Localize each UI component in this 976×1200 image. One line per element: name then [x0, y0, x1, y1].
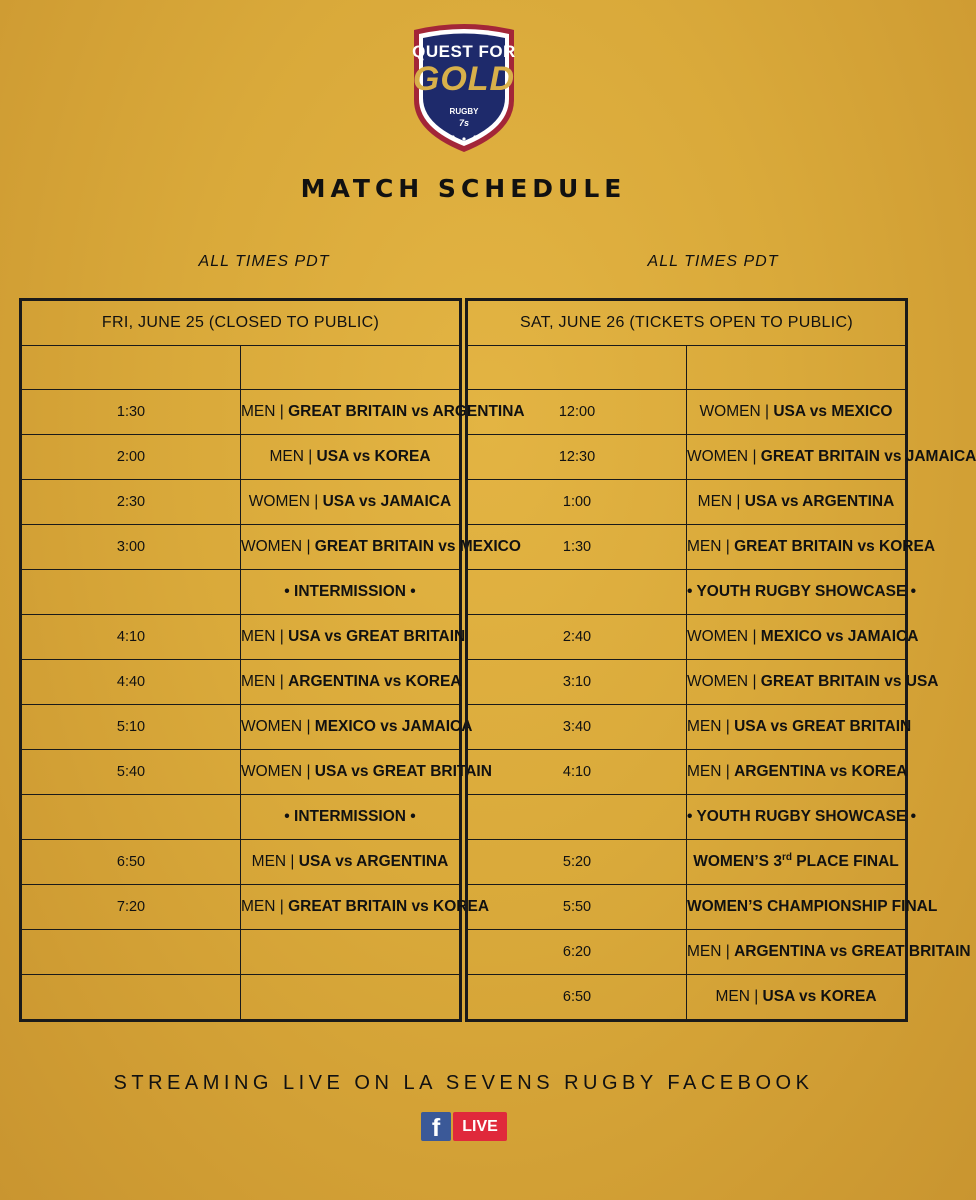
- match-time: 3:00: [22, 525, 241, 570]
- match-cell: [687, 435, 976, 480]
- friday-schedule: [19, 298, 525, 1022]
- match-time: 2:30: [22, 480, 241, 525]
- schedule-row: [22, 705, 460, 750]
- match-time: [22, 795, 241, 840]
- schedule-row: [468, 615, 906, 660]
- match-time: 6:20: [468, 930, 687, 975]
- match-cell: [241, 435, 460, 480]
- match-cell: [687, 705, 912, 750]
- match-teams: GREAT BRITAIN vs KOREA: [734, 538, 936, 555]
- match-cell: [687, 480, 906, 525]
- logo-line-1: QUEST FOR: [412, 42, 516, 61]
- match-time: 7:20: [22, 885, 241, 930]
- schedule-row: [468, 705, 906, 750]
- match-teams: GREAT BRITAIN vs MEXICO: [314, 538, 521, 555]
- match-time: 1:30: [468, 525, 687, 570]
- match-time: 6:50: [22, 840, 241, 885]
- schedule-row: [468, 930, 906, 975]
- match-category: MEN: [269, 448, 304, 465]
- empty-cell: [22, 346, 241, 390]
- schedule-row: [468, 435, 906, 480]
- saturday-schedule: [465, 298, 976, 1022]
- separator: |: [760, 403, 774, 420]
- schedule-row: [468, 795, 906, 840]
- saturday-timezone-label: ALL TIMES PDT: [647, 253, 779, 270]
- schedule-row: [468, 525, 906, 570]
- final-text-post: PLACE FINAL: [791, 853, 899, 871]
- schedule-row: [22, 435, 460, 480]
- match-cell: [241, 525, 521, 570]
- match-cell: [241, 840, 460, 885]
- facebook-icon: f: [421, 1112, 451, 1141]
- schedule-row: [468, 570, 906, 615]
- schedule-row: [22, 750, 460, 795]
- match-time: [22, 570, 241, 615]
- separator: |: [721, 718, 735, 735]
- match-teams: GREAT BRITAIN vs USA: [760, 673, 939, 690]
- schedule-row: [468, 390, 906, 435]
- page-title: MATCH SCHEDULE: [300, 174, 627, 203]
- match-category: WOMEN: [248, 493, 310, 510]
- match-cell: [241, 390, 525, 435]
- match-time: 5:20: [468, 840, 687, 885]
- match-teams: GREAT BRITAIN vs ARGENTINA: [288, 403, 525, 420]
- final-cell: WOMEN’S CHAMPIONSHIP FINAL: [687, 885, 906, 930]
- match-time: [468, 795, 687, 840]
- separator: |: [732, 493, 745, 510]
- schedule-row: [22, 840, 460, 885]
- break-note: • INTERMISSION •: [241, 795, 460, 840]
- quest-for-gold-logo: [408, 22, 520, 154]
- break-note: • YOUTH RUGBY SHOWCASE •: [687, 795, 906, 840]
- friday-schedule-header: FRI, JUNE 25 (CLOSED TO PUBLIC): [22, 301, 460, 346]
- schedule-row: [22, 525, 460, 570]
- schedule-row: [22, 480, 460, 525]
- schedule-row: [22, 660, 460, 705]
- match-cell: [687, 615, 919, 660]
- match-time: 4:10: [22, 615, 241, 660]
- match-time: 6:50: [468, 975, 687, 1020]
- separator: |: [302, 718, 315, 735]
- match-category: MEN: [241, 898, 276, 915]
- match-time: 1:00: [468, 480, 687, 525]
- match-category: WOMEN: [687, 628, 749, 645]
- match-teams: USA vs GREAT BRITAIN: [314, 763, 492, 780]
- separator: |: [302, 538, 315, 555]
- final-cell: [687, 840, 906, 885]
- match-category: MEN: [687, 763, 722, 780]
- empty-cell: [687, 346, 906, 390]
- separator: |: [721, 538, 735, 555]
- match-cell: [687, 750, 906, 795]
- match-teams: USA vs MEXICO: [773, 403, 893, 420]
- match-category: MEN: [715, 988, 750, 1005]
- match-cell: [687, 525, 936, 570]
- empty-cell: [241, 346, 460, 390]
- logo-line-4: 7s: [458, 118, 469, 128]
- separator: |: [275, 898, 289, 915]
- live-badge: LIVE: [453, 1112, 507, 1141]
- match-time: [22, 975, 241, 1020]
- match-time: 3:40: [468, 705, 687, 750]
- match-category: MEN: [241, 673, 276, 690]
- separator: |: [275, 403, 289, 420]
- schedule-row: [468, 480, 906, 525]
- logo-line-2: GOLD: [412, 60, 516, 98]
- match-category: MEN: [251, 853, 287, 870]
- match-teams: USA vs ARGENTINA: [744, 493, 895, 510]
- schedule-row: [22, 615, 460, 660]
- match-time: [468, 570, 687, 615]
- match-teams: GREAT BRITAIN vs JAMAICA: [760, 448, 976, 465]
- schedule-row: [22, 885, 460, 930]
- match-category: WOMEN: [241, 718, 303, 735]
- match-time: 3:10: [468, 660, 687, 705]
- schedule-row: [468, 975, 906, 1020]
- match-teams: USA vs ARGENTINA: [298, 853, 449, 870]
- schedule-row: [468, 750, 906, 795]
- separator: |: [721, 763, 735, 780]
- schedule-row: [22, 930, 460, 975]
- match-teams: USA vs GREAT BRITAIN: [734, 718, 912, 735]
- match-time: 12:30: [468, 435, 687, 480]
- separator: |: [748, 628, 761, 645]
- match-teams: ARGENTINA vs KOREA: [734, 763, 908, 780]
- match-time: 2:40: [468, 615, 687, 660]
- friday-timezone-label: ALL TIMES PDT: [198, 253, 330, 270]
- match-teams: USA vs KOREA: [762, 988, 877, 1005]
- match-category: WOMEN: [241, 763, 303, 780]
- break-note: • YOUTH RUGBY SHOWCASE •: [687, 570, 906, 615]
- schedule-row: [468, 660, 906, 705]
- separator: |: [309, 493, 323, 510]
- saturday-schedule-header: SAT, JUNE 26 (TICKETS OPEN TO PUBLIC): [468, 301, 906, 346]
- match-teams: USA vs GREAT BRITAIN: [288, 628, 466, 645]
- match-category: WOMEN: [687, 448, 749, 465]
- separator: |: [286, 853, 299, 870]
- match-time: 4:10: [468, 750, 687, 795]
- separator: |: [749, 988, 763, 1005]
- match-cell: [241, 480, 460, 525]
- final-text-pre: WOMEN’S 3: [693, 853, 782, 871]
- facebook-live-badge[interactable]: [421, 1112, 507, 1141]
- match-time: 1:30: [22, 390, 241, 435]
- schedule-row: [22, 975, 460, 1020]
- match-cell: [241, 750, 492, 795]
- match-time: 12:00: [468, 390, 687, 435]
- match-time: 5:50: [468, 885, 687, 930]
- match-cell: [687, 390, 906, 435]
- empty-cell: [241, 975, 460, 1020]
- separator: |: [721, 943, 735, 960]
- match-time: 4:40: [22, 660, 241, 705]
- match-teams: MEXICO vs JAMAICA: [760, 628, 919, 645]
- match-time: 5:10: [22, 705, 241, 750]
- match-teams: ARGENTINA vs GREAT BRITAIN: [734, 943, 971, 960]
- separator: |: [275, 673, 289, 690]
- separator: |: [303, 448, 317, 465]
- ordinal-suffix: rd: [781, 852, 792, 864]
- schedule-row: [468, 840, 906, 885]
- match-category: MEN: [241, 403, 276, 420]
- match-category: MEN: [697, 493, 733, 510]
- match-cell: [687, 975, 906, 1020]
- match-teams: USA vs JAMAICA: [322, 493, 452, 510]
- separator: |: [748, 673, 761, 690]
- match-category: MEN: [687, 538, 722, 555]
- schedule-row: [22, 570, 460, 615]
- match-time: 5:40: [22, 750, 241, 795]
- friday-rows: [22, 390, 525, 1020]
- empty-cell: [241, 930, 460, 975]
- logo-line-3: RUGBY: [449, 107, 479, 116]
- schedule-row: [22, 390, 460, 435]
- separator: |: [275, 628, 289, 645]
- separator: |: [302, 763, 315, 780]
- break-note: • INTERMISSION •: [241, 570, 460, 615]
- streaming-text: STREAMING LIVE ON LA SEVENS RUGBY FACEBOOK: [113, 1072, 814, 1094]
- match-time: [22, 930, 241, 975]
- match-teams: USA vs KOREA: [316, 448, 431, 465]
- match-category: WOMEN: [241, 538, 303, 555]
- match-cell: [241, 705, 473, 750]
- schedule-row: [22, 795, 460, 840]
- match-time: 2:00: [22, 435, 241, 480]
- empty-cell: [468, 346, 687, 390]
- saturday-rows: [468, 390, 976, 1020]
- match-category: MEN: [687, 718, 722, 735]
- match-teams: GREAT BRITAIN vs KOREA: [288, 898, 490, 915]
- separator: |: [748, 448, 761, 465]
- match-cell: [687, 660, 939, 705]
- match-cell: [241, 615, 466, 660]
- match-cell: [241, 660, 460, 705]
- match-cell: [241, 885, 490, 930]
- match-category: WOMEN: [699, 403, 761, 420]
- schedule-row: [468, 885, 906, 930]
- match-teams: MEXICO vs JAMAICA: [314, 718, 473, 735]
- match-cell: [687, 930, 971, 975]
- match-category: MEN: [241, 628, 276, 645]
- match-category: WOMEN: [687, 673, 749, 690]
- match-teams: ARGENTINA vs KOREA: [288, 673, 462, 690]
- match-category: MEN: [687, 943, 722, 960]
